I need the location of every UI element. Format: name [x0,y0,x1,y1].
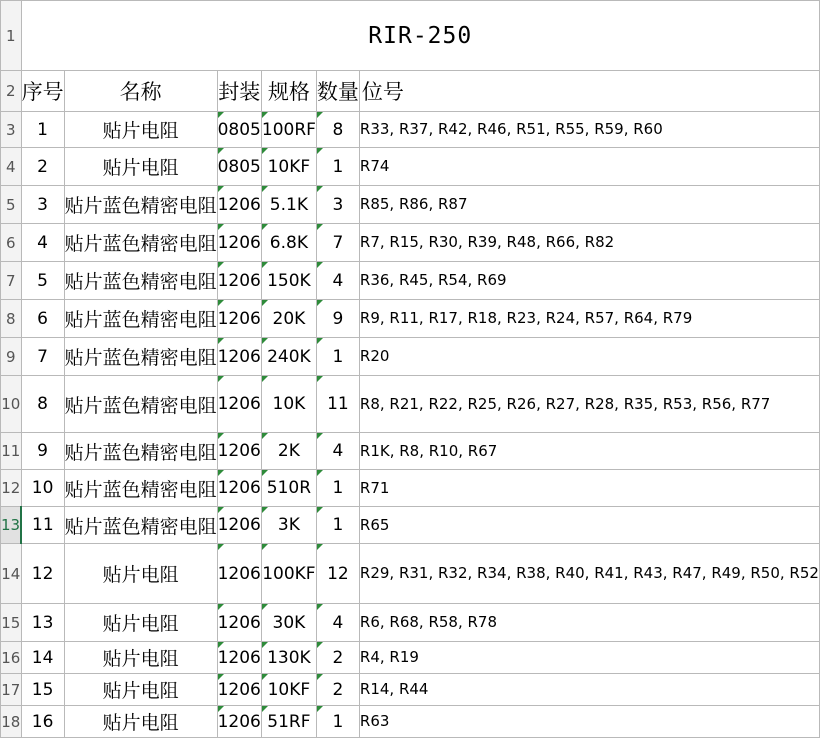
table-row [1,338,820,376]
cell-spec[interactable]: 10KF [261,148,316,186]
cell-package[interactable]: 1206 [217,376,261,433]
table-row [1,642,820,674]
table-row [1,262,820,300]
cell-spec[interactable]: 3K [261,507,316,544]
table-row [1,470,820,507]
cell-package[interactable]: 1206 [217,338,261,376]
cell-qty[interactable]: 1 [316,338,359,376]
cell-no[interactable]: 4 [21,224,64,262]
row-header[interactable]: 12 [1,470,22,507]
cell-no[interactable]: 16 [21,706,64,738]
cell-package[interactable]: 1206 [217,507,261,544]
cell-package[interactable]: 1206 [217,224,261,262]
table-row [1,674,820,706]
cell-qty[interactable]: 1 [316,507,359,544]
cell-name[interactable]: 贴片电阻 [64,674,217,706]
table-row [1,376,820,433]
cell-spec[interactable]: 150K [261,262,316,300]
cell-location[interactable]: R4, R19 [359,642,819,674]
cell-qty[interactable]: 3 [316,186,359,224]
table-row [1,706,820,738]
cell-location[interactable]: R65 [359,507,819,544]
cell-location[interactable]: R71 [359,470,819,507]
cell-spec[interactable]: 510R [261,470,316,507]
row-header[interactable]: 15 [1,604,22,642]
cell-location[interactable]: R14, R44 [359,674,819,706]
cell-location[interactable]: R36, R45, R54, R69 [359,262,819,300]
cell-location[interactable]: R1K, R8, R10, R67 [359,433,819,470]
cell-package[interactable]: 1206 [217,433,261,470]
row-header[interactable]: 13 [1,507,22,544]
cell-no[interactable]: 2 [21,148,64,186]
row-header[interactable]: 3 [1,112,22,148]
table-row [1,112,820,148]
row-header[interactable]: 4 [1,148,22,186]
row-header[interactable]: 2 [1,71,22,112]
table-row [1,507,820,544]
cell-package[interactable]: 0805 [217,112,261,148]
row-header[interactable]: 5 [1,186,22,224]
cell-qty[interactable]: 1 [316,706,359,738]
header-cell-name[interactable]: 名称 [64,71,217,112]
cell-name[interactable]: 贴片电阻 [64,604,217,642]
row-header[interactable]: 8 [1,300,22,338]
cell-name[interactable]: 贴片蓝色精密电阻 [64,224,217,262]
row-header[interactable]: 18 [1,706,22,738]
cell-package[interactable]: 1206 [217,470,261,507]
cell-spec[interactable]: 30K [261,604,316,642]
cell-package[interactable]: 1206 [217,262,261,300]
cell-no[interactable]: 7 [21,338,64,376]
row-header[interactable]: 17 [1,674,22,706]
row-header[interactable]: 14 [1,544,22,604]
cell-no[interactable]: 11 [21,507,64,544]
cell-name[interactable]: 贴片蓝色精密电阻 [64,433,217,470]
cell-no[interactable]: 14 [21,642,64,674]
cell-name[interactable]: 贴片蓝色精密电阻 [64,376,217,433]
cell-name[interactable]: 贴片蓝色精密电阻 [64,262,217,300]
cell-name[interactable]: 贴片电阻 [64,642,217,674]
row-header[interactable]: 6 [1,224,22,262]
cell-spec[interactable]: 100KF [261,544,316,604]
table-row [1,186,820,224]
cell-qty[interactable]: 9 [316,300,359,338]
cell-name[interactable]: 贴片蓝色精密电阻 [64,507,217,544]
cell-package[interactable]: 1206 [217,674,261,706]
cell-spec[interactable]: 240K [261,338,316,376]
cell-qty[interactable]: 1 [316,470,359,507]
cell-qty[interactable]: 4 [316,604,359,642]
cell-location[interactable]: R85, R86, R87 [359,186,819,224]
cell-package[interactable]: 1206 [217,604,261,642]
cell-package[interactable]: 1206 [217,544,261,604]
header-cell-qty[interactable]: 数量 [316,71,359,112]
sheet-row [1,1,820,71]
cell-location[interactable]: R29, R31, R32, R34, R38, R40, R41, R43, R47, R49, R50, R52 [359,544,819,604]
cell-name[interactable]: 贴片蓝色精密电阻 [64,470,217,507]
cell-spec[interactable]: 20K [261,300,316,338]
cell-no[interactable]: 15 [21,674,64,706]
cell-spec[interactable]: 100RF [261,112,316,148]
row-header[interactable]: 1 [1,1,22,71]
cell-no[interactable]: 8 [21,376,64,433]
cell-package[interactable]: 1206 [217,642,261,674]
cell-package[interactable]: 1206 [217,706,261,738]
cell-location[interactable]: R7, R15, R30, R39, R48, R66, R82 [359,224,819,262]
cell-qty[interactable]: 12 [316,544,359,604]
cell-spec[interactable]: 10KF [261,674,316,706]
cell-location[interactable]: R74 [359,148,819,186]
cell-no[interactable]: 6 [21,300,64,338]
cell-no[interactable]: 3 [21,186,64,224]
cell-name[interactable]: 贴片电阻 [64,544,217,604]
cell-no[interactable]: 13 [21,604,64,642]
cell-location[interactable]: R8, R21, R22, R25, R26, R27, R28, R35, R53, R56, R77 [359,376,819,433]
cell-name[interactable]: 贴片电阻 [64,148,217,186]
cell-qty[interactable]: 11 [316,376,359,433]
cell-no[interactable]: 9 [21,433,64,470]
header-cell-package[interactable]: 封装 [217,71,261,112]
cell-qty[interactable]: 8 [316,112,359,148]
cell-location[interactable]: R33, R37, R42, R46, R51, R55, R59, R60 [359,112,819,148]
table-row [1,300,820,338]
cell-spec[interactable]: 51RF [261,706,316,738]
row-header[interactable]: 9 [1,338,22,376]
cell-no[interactable]: 10 [21,470,64,507]
cell-name[interactable]: 贴片蓝色精密电阻 [64,186,217,224]
row-header[interactable]: 16 [1,642,22,674]
table-row [1,433,820,470]
cell-package[interactable]: 1206 [217,186,261,224]
cell-qty[interactable]: 4 [316,262,359,300]
cell-name[interactable]: 贴片蓝色精密电阻 [64,300,217,338]
header-cell-spec[interactable]: 规格 [261,71,316,112]
cell-qty[interactable]: 2 [316,674,359,706]
cell-no[interactable]: 12 [21,544,64,604]
cell-spec[interactable]: 130K [261,642,316,674]
cell-qty[interactable]: 7 [316,224,359,262]
table-row [1,148,820,186]
header-cell-location[interactable]: 位号 [359,71,819,112]
cell-qty[interactable]: 4 [316,433,359,470]
cell-spec[interactable]: 6.8K [261,224,316,262]
row-header[interactable]: 7 [1,262,22,300]
row-header[interactable]: 10 [1,376,22,433]
cell-no[interactable]: 5 [21,262,64,300]
header-cell-no[interactable]: 序号 [21,71,64,112]
cell-spec[interactable]: 2K [261,433,316,470]
cell-location[interactable]: R9, R11, R17, R18, R23, R24, R57, R64, R79 [359,300,819,338]
cell-name[interactable]: 贴片蓝色精密电阻 [64,338,217,376]
cell-spec[interactable]: 10K [261,376,316,433]
table-row [1,224,820,262]
cell-location[interactable]: R20 [359,338,819,376]
header-row [1,71,820,112]
cell-package[interactable]: 0805 [217,148,261,186]
sheet-title[interactable]: RIR-250 [21,1,819,71]
cell-location[interactable]: R6, R68, R58, R78 [359,604,819,642]
cell-spec[interactable]: 5.1K [261,186,316,224]
table-row [1,604,820,642]
cell-name[interactable]: 贴片电阻 [64,706,217,738]
cell-location[interactable]: R63 [359,706,819,738]
cell-qty[interactable]: 2 [316,642,359,674]
cell-qty[interactable]: 1 [316,148,359,186]
cell-no[interactable]: 1 [21,112,64,148]
row-header[interactable]: 11 [1,433,22,470]
cell-package[interactable]: 1206 [217,300,261,338]
table-row [1,544,820,604]
cell-name[interactable]: 贴片电阻 [64,112,217,148]
